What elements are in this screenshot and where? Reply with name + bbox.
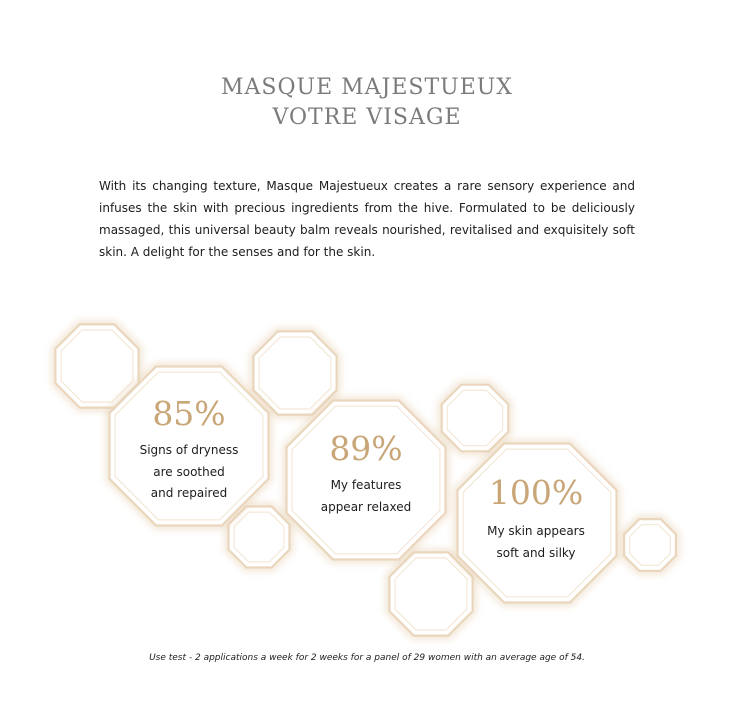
stat-label-line: My skin appears [487, 524, 585, 538]
stat-label-line: and repaired [150, 486, 228, 500]
stat-label-line: My features [330, 478, 402, 492]
intro-paragraph: With its changing texture, Masque Majestueux creates a rare sensory experience and infuses the skin with precious ingredients from the hive. Formulated to be deliciously massaged, this universal beauty balm reveals nourished, revitalised and exquisitely soft skin. A delight for the senses and for the skin. [99, 179, 635, 259]
stat-label-line: soft and silky [496, 545, 576, 560]
stat-label-line: appear relaxed [320, 499, 412, 514]
footnote: Use test - 2 applications a week for 2 weeks for a panel of 29 women with an average age of 54. [149, 653, 585, 663]
stat-percent-dryness: 85% [152, 394, 226, 433]
title-line-2: VOTRE VISAGE [272, 105, 462, 130]
stat-label-line: are soothed [153, 464, 225, 479]
stat-percent-skin: 100% [488, 473, 584, 512]
stat-label-dryness [108, 440, 270, 505]
stat-label-line: Signs of dryness [139, 443, 239, 457]
title-line-1: MASQUE MAJESTUEUX [221, 75, 513, 100]
stat-label-skin [455, 521, 617, 564]
stat-percent-features: 89% [329, 429, 403, 468]
stat-label-features [285, 475, 447, 518]
